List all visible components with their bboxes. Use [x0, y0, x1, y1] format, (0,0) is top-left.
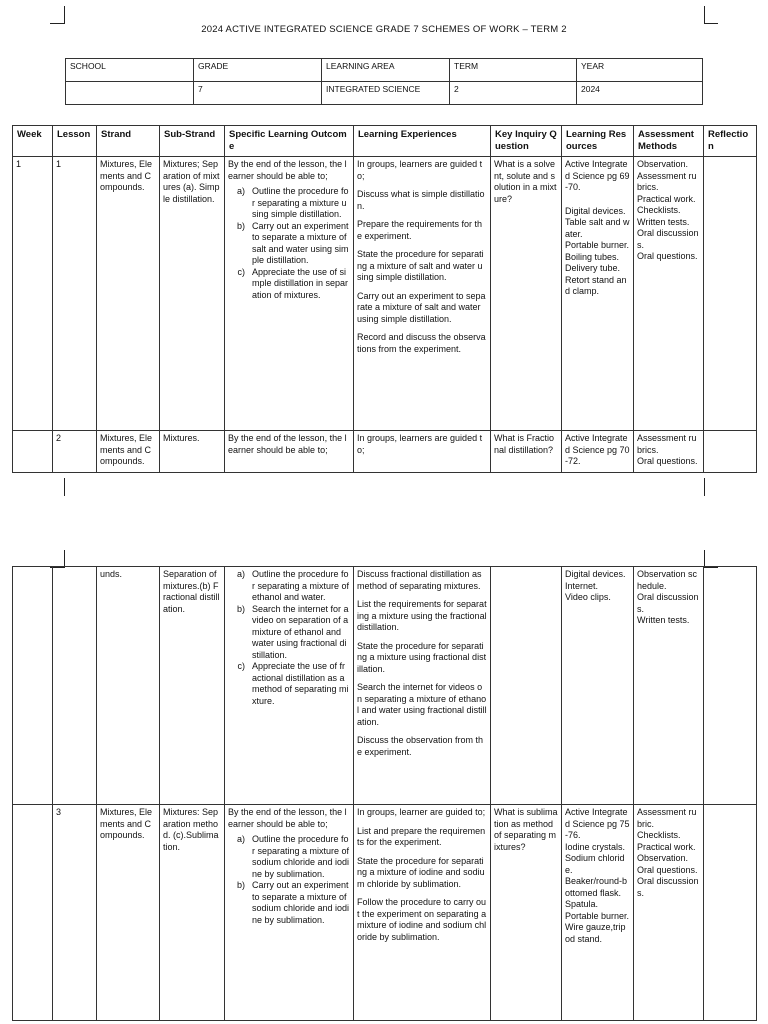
assessment-item: Observation. — [637, 159, 689, 169]
assessment-cell — [634, 805, 704, 1021]
experience-item: In groups, learners are guided to; — [357, 159, 483, 181]
assessment-item: Practical work. — [637, 193, 696, 204]
resource-item: Portable burner. — [565, 910, 630, 921]
scheme-of-work-table — [12, 125, 757, 473]
strand-cell: Mixtures, Elements and Compounds. — [97, 157, 160, 431]
week-cell — [13, 567, 53, 805]
assessment-item: Practical work. — [637, 841, 696, 852]
resource-item: Spatula. — [565, 899, 599, 909]
outcome-cell — [225, 157, 354, 431]
assessment-item: Observation. — [637, 853, 689, 863]
reflection-cell — [704, 805, 757, 1021]
reflection-cell — [704, 157, 757, 431]
experience-item: Search the internet for videos on separating a mixture of ethanol and water using fractional distillation. — [357, 682, 487, 727]
info-value-grade: 7 — [194, 82, 322, 105]
outcome-item: b. Carry out an experiment to separate a mixture of sodium chloride and iodine by sublimation. — [250, 880, 350, 926]
column-header-inquiry-question: Key Inquiry Question — [491, 126, 562, 157]
outcome-cell — [225, 567, 354, 805]
assessment-item: Assessment rubrics. — [637, 170, 697, 192]
inquiry-question-cell: What is a solvent, solute and solution in a mixture? — [491, 157, 562, 431]
school-info-table — [65, 58, 703, 105]
outcome-intro: By the end of the lesson, the learner should be able to; — [228, 807, 347, 829]
inquiry-question-cell: What is Fractional distillation? — [491, 431, 562, 473]
outcome-item: a. Outline the procedure for separating a mixture of ethanol and water. — [250, 569, 350, 604]
resources-cell — [562, 805, 634, 1021]
assessment-item: Oral questions. — [637, 251, 698, 261]
resources-cell: Active Integrated Science pg 70-72. — [562, 431, 634, 473]
outcome-item: a. Outline the procedure for separating a mixture using simple distillation. — [250, 186, 350, 221]
resource-item: Boiling tubes. — [565, 251, 620, 262]
experience-item: Carry out an experiment to separate a mixture of salt and water using simple distillation. — [357, 290, 486, 324]
assessment-item: Oral questions. — [637, 456, 698, 466]
week-cell — [13, 431, 53, 473]
outcome-item: b. Carry out an experiment to separate a mixture of salt and water using simple distillation. — [250, 221, 350, 267]
column-header-resources: Learning Resources — [562, 126, 634, 157]
lesson-cell: 1 — [53, 157, 97, 431]
experience-item: State the procedure for separating a mixture of salt and water using simple distillation. — [357, 249, 484, 282]
experience-item: Discuss the observation from the experiment. — [357, 735, 484, 757]
assessment-item: Written tests. — [637, 615, 690, 625]
crop-mark — [704, 478, 705, 496]
lesson-cell — [53, 567, 97, 805]
info-value-term: 2 — [450, 82, 577, 105]
resource-item: Retort stand and clamp. — [565, 274, 627, 296]
resource-item: Iodine crystals. — [565, 841, 626, 852]
sub-strand-part: Mixtures. — [163, 433, 200, 443]
reflection-cell — [704, 567, 757, 805]
crop-mark — [704, 6, 705, 24]
column-header-outcome: Specific Learning Outcome — [225, 126, 354, 157]
resource-item: Sodium chloride. — [565, 853, 625, 875]
resource-item: Wire gauze,tripod stand. — [565, 922, 626, 944]
table-row — [13, 431, 757, 473]
resource-item: Digital devices. — [565, 569, 626, 579]
column-header-assessment: Assessment Methods — [634, 126, 704, 157]
assessment-item: Assessment rubrics. — [637, 433, 697, 455]
experience-item: State the procedure for separating a mixture of iodine and sodium chloride by sublimation. — [357, 855, 485, 889]
assessment-cell — [634, 157, 704, 431]
strand-cell: Mixtures, Elements and Compounds. — [97, 805, 160, 1021]
table-header-row — [13, 126, 757, 157]
lesson-cell: 2 — [53, 431, 97, 473]
crop-mark — [64, 6, 65, 24]
strand-cell: Mixtures, Elements and Compounds. — [97, 431, 160, 473]
info-header-learning-area: LEARNING AREA — [322, 59, 450, 82]
assessment-item: Written tests. — [637, 216, 690, 227]
info-header-grade: GRADE — [194, 59, 322, 82]
strand-cell-continued: unds. — [97, 567, 160, 805]
lesson-cell: 3 — [53, 805, 97, 1021]
resources-cell — [562, 157, 634, 431]
scheme-of-work-table-continued — [12, 566, 757, 1021]
info-value-school — [66, 82, 194, 105]
experiences-cell — [354, 567, 491, 805]
info-header-school: SCHOOL — [66, 59, 194, 82]
inquiry-question-cell: What is sublimation as method of separating mixtures? — [491, 805, 562, 1021]
week-cell: 1 — [13, 157, 53, 431]
resource-item: Delivery tube. — [565, 263, 621, 273]
assessment-item: Oral discussions. — [637, 876, 699, 898]
experience-item: Record and discuss the observations from the experiment. — [357, 332, 486, 354]
document-title: 2024 ACTIVE INTEGRATED SCIENCE GRADE 7 SCHEMES OF WORK – TERM 2 — [201, 24, 567, 35]
info-value-year: 2024 — [577, 82, 703, 105]
experience-item: List and prepare the requirements for the experiment. — [357, 825, 486, 847]
info-header-term: TERM — [450, 59, 577, 82]
resource-item: Portable burner. — [565, 240, 630, 250]
table-row — [13, 157, 757, 431]
experiences-cell — [354, 805, 491, 1021]
assessment-item: Observation schedule. — [637, 569, 698, 591]
resources-cell — [562, 567, 634, 805]
outcome-list — [228, 834, 350, 926]
week-cell — [13, 805, 53, 1021]
assessment-item: Oral discussions. — [637, 592, 699, 614]
resource-item: Active Integrated Science pg 69-70. — [565, 159, 630, 192]
inquiry-question-cell — [491, 567, 562, 805]
assessment-item: Checklists. — [637, 205, 681, 215]
sub-strand-cell — [160, 431, 225, 473]
outcome-item: c. Appreciate the use of simple distillation in separation of mixtures. — [250, 267, 350, 302]
column-header-experiences: Learning Experiences — [354, 126, 491, 157]
experiences-cell: In groups, learners are guided to; — [354, 431, 491, 473]
assessment-item: Assessment rubric. — [637, 807, 697, 829]
sub-strand-cell: Mixtures; Separation of mixtures (a). Simple distillation. — [160, 157, 225, 431]
resource-item: Video clips. — [565, 592, 611, 602]
table-row — [13, 567, 757, 805]
assessment-item: Checklists. — [637, 830, 681, 840]
experience-item: State the procedure for separating a mixture using fractional distillation. — [357, 640, 487, 674]
resource-item: Beaker/round-bottomed flask. — [565, 876, 628, 898]
column-header-strand: Strand — [97, 126, 160, 157]
table-row — [13, 805, 757, 1021]
experience-item: Discuss fractional distillation as method of separating mixtures. — [357, 569, 482, 591]
assessment-item: Oral questions. — [637, 864, 698, 875]
reflection-cell — [704, 431, 757, 473]
assessment-cell — [634, 567, 704, 805]
column-header-sub-strand: Sub-Strand — [160, 126, 225, 157]
resource-item: Digital devices. — [565, 205, 626, 216]
resource-item: Table salt and water. — [565, 217, 630, 239]
outcome-item: c. Appreciate the use of fractional distillation as a method of separating mixture. — [250, 661, 350, 707]
outcome-intro: By the end of the lesson, the learner should be able to; — [228, 159, 347, 181]
sub-strand-cell: Mixtures: Separation method. (c).Sublimation. — [160, 805, 225, 1021]
resource-item: Active Integrated Science pg 75-76. — [565, 807, 630, 840]
resource-item: Internet. — [565, 580, 599, 591]
outcome-list — [228, 569, 350, 707]
experience-item: In groups, learner are guided to; — [357, 807, 486, 817]
outcome-cell — [225, 805, 354, 1021]
crop-mark — [64, 478, 65, 496]
experience-item: Prepare the requirements for the experiment. — [357, 219, 483, 241]
outcome-item: b. Search the internet for a video on separation of a mixture of ethanol and water using fractional distillation. — [250, 604, 350, 662]
column-header-week: Week — [13, 126, 53, 157]
info-value-learning-area: INTEGRATED SCIENCE — [322, 82, 450, 105]
outcome-list — [228, 186, 350, 301]
experience-item: Discuss what is simple distillation. — [357, 189, 485, 211]
experience-item: List the requirements for separating a mixture using the fractional distillation. — [357, 599, 487, 632]
experiences-cell — [354, 157, 491, 431]
assessment-item: Oral discussions. — [637, 228, 699, 250]
sub-strand-cell: Separation of mixtures.(b) Fractional distillation. — [160, 567, 225, 805]
outcome-item: a. Outline the procedure for separating a mixture of sodium chloride and iodine by sublimation. — [250, 834, 350, 880]
experience-item: Follow the procedure to carry out the experiment on separating a mixture of iodine and sodium chloride by sublimation. — [357, 897, 487, 942]
outcome-cell: By the end of the lesson, the learner should be able to; — [225, 431, 354, 473]
column-header-reflection: Reflection — [704, 126, 757, 157]
info-header-year: YEAR — [577, 59, 703, 82]
column-header-lesson: Lesson — [53, 126, 97, 157]
assessment-cell — [634, 431, 704, 473]
